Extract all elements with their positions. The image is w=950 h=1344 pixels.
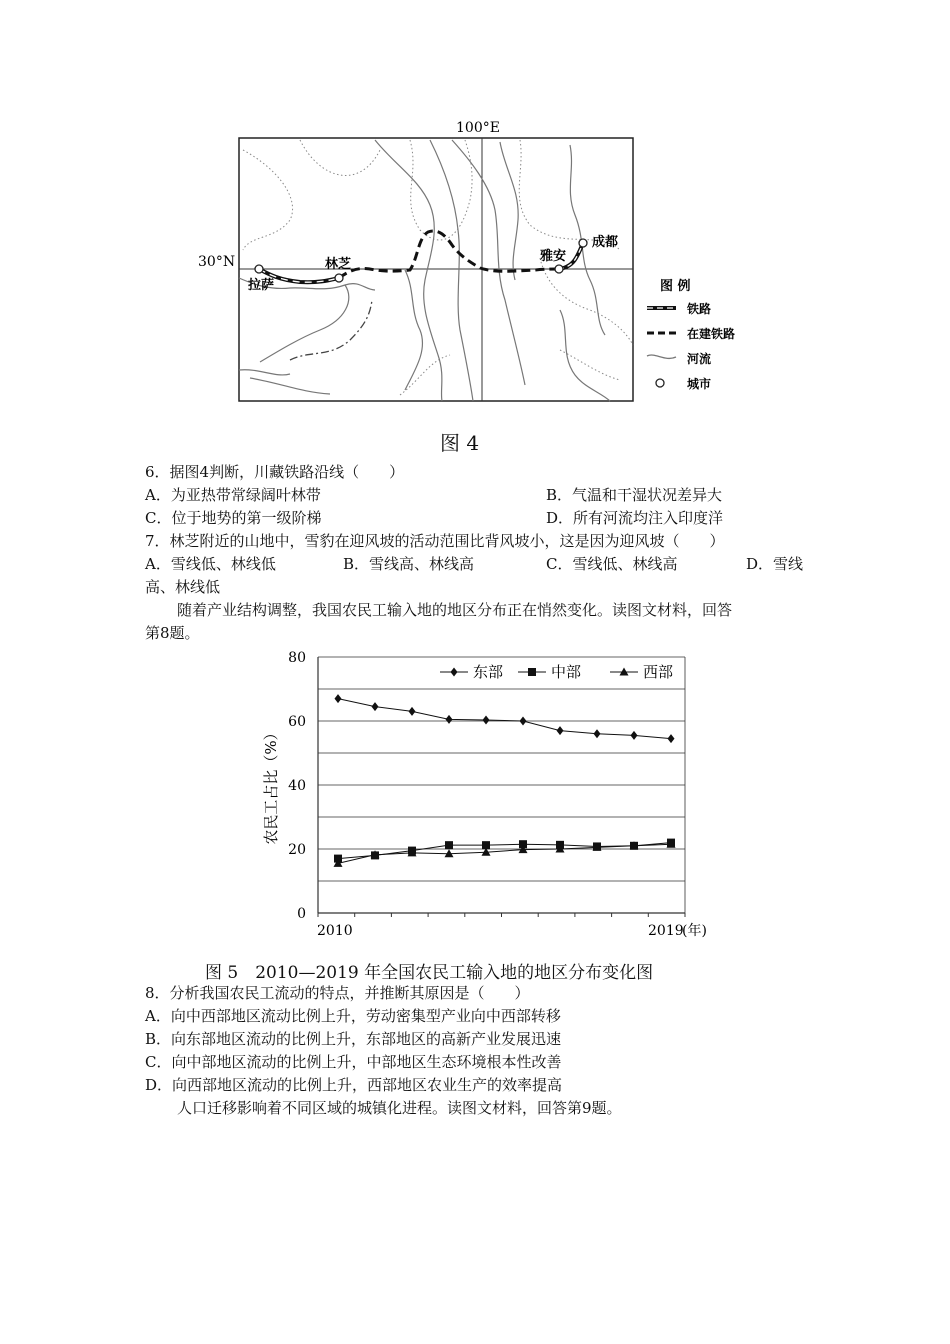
q7-option-c: C．雪线低、林线高	[546, 555, 678, 573]
map-caption: 图 4	[440, 431, 480, 455]
data-point-0-2011	[372, 702, 379, 711]
city-label-nyingchi: 林芝	[325, 257, 352, 272]
data-point-0-2015	[520, 717, 527, 726]
q6-option-c: C．位于地势的第一级阶梯	[145, 509, 322, 527]
q8-stem: 8．分析我国农民工流动的特点，并推断其原因是（ ）	[145, 984, 530, 1002]
q7-option-d: D．雪线	[746, 555, 804, 573]
y-tick-label-40: 40	[288, 778, 306, 794]
chart-x-tick-first: 2010	[317, 923, 353, 939]
series-line-0	[338, 699, 671, 739]
y-tick-label-0: 0	[297, 906, 306, 922]
city-label-yaan: 雅安	[540, 249, 567, 264]
legend-label-0: 东部	[473, 663, 504, 681]
legend-city-label: 城市	[687, 377, 712, 391]
city-chengdu-marker	[579, 239, 587, 247]
q6-option-a: A．为亚热带常绿阔叶林带	[145, 486, 321, 504]
legend-marker-1	[528, 668, 536, 676]
chart-legend	[440, 663, 673, 681]
y-tick-label-20: 20	[288, 842, 306, 858]
migrant-worker-chart	[200, 645, 760, 945]
legend-river-label: 河流	[687, 352, 712, 366]
data-point-0-2010	[335, 694, 342, 703]
chart-x-axis-unit: (年)	[682, 923, 707, 939]
data-point-1-2013	[445, 841, 453, 849]
q9-intro: 人口迁移影响着不同区域的城镇化进程。读图文材料，回答第9题。	[177, 1099, 622, 1117]
q6-option-d: D．所有河流均注入印度洋	[546, 509, 724, 527]
legend-marker-0	[451, 668, 458, 677]
chart-y-axis-label: 农民工占比（%）	[262, 725, 280, 845]
q8-intro-line1: 随着产业结构调整，我国农民工输入地的地区分布正在悄然变化。读图文材料，回答	[177, 601, 733, 619]
q8-option-c: C．向中部地区流动的比例上升，中部地区生态环境根本性改善	[145, 1053, 562, 1071]
q6-option-b: B．气温和干湿状况差异大	[546, 486, 723, 504]
legend-city-symbol	[656, 379, 664, 387]
legend-railway-label: 铁路	[687, 302, 712, 316]
city-yaan-marker	[555, 265, 563, 273]
longitude-label: 100°E	[456, 120, 500, 136]
y-tick-label-60: 60	[288, 714, 306, 730]
series-line-2	[338, 844, 671, 863]
legend-railway-building-label: 在建铁路	[687, 327, 736, 341]
chart-caption: 图 5 2010—2019 年全国农民工输入地的地区分布变化图	[205, 963, 654, 983]
q7-option-d-continued: 高、林线低	[145, 578, 221, 596]
q8-option-b: B．向东部地区流动的比例上升，东部地区的高新产业发展迅速	[145, 1030, 562, 1048]
city-label-chengdu: 成都	[592, 235, 619, 250]
data-point-0-2017	[594, 729, 601, 738]
city-label-lhasa: 拉萨	[248, 278, 275, 293]
q7-option-b: B．雪线高、林线高	[343, 555, 475, 573]
route-map	[0, 0, 950, 455]
y-tick-label-80: 80	[288, 650, 306, 666]
q8-intro-line2: 第8题。	[145, 624, 200, 642]
chart-gridlines	[318, 657, 685, 917]
railway-under-construction	[339, 231, 559, 278]
data-point-0-2019	[668, 734, 675, 743]
q6-stem: 6．据图4判断，川藏铁路沿线（ ）	[145, 463, 405, 481]
data-point-0-2014	[483, 716, 490, 725]
city-nyingchi-marker	[335, 274, 343, 282]
border-dashdot	[290, 300, 372, 360]
city-lhasa-marker	[255, 265, 263, 273]
chart-x-tick-last: 2019	[648, 923, 684, 939]
series-0	[335, 694, 675, 743]
q8-option-d: D．向西部地区流动的比例上升，西部地区农业生产的效率提高	[145, 1076, 563, 1094]
series-2	[334, 840, 676, 867]
latitude-label: 30°N	[198, 254, 236, 270]
data-point-0-2016	[557, 726, 564, 735]
q8-option-a: A．向中西部地区流动比例上升，劳动密集型产业向中西部转移	[145, 1007, 561, 1025]
data-point-0-2012	[409, 707, 416, 716]
legend-label-1: 中部	[551, 663, 582, 681]
chart-y-ticks	[288, 650, 306, 922]
q7-option-a: A．雪线低、林线低	[145, 555, 276, 573]
legend-label-2: 西部	[643, 663, 674, 681]
data-point-0-2018	[631, 731, 638, 740]
q7-stem: 7．林芝附近的山地中，雪豹在迎风坡的活动范围比背风坡小，这是因为迎风坡（ ）	[145, 532, 725, 550]
data-point-0-2013	[446, 715, 453, 724]
chart-series	[334, 694, 676, 867]
legend-title: 图 例	[660, 279, 691, 294]
legend-river-symbol	[647, 355, 676, 358]
